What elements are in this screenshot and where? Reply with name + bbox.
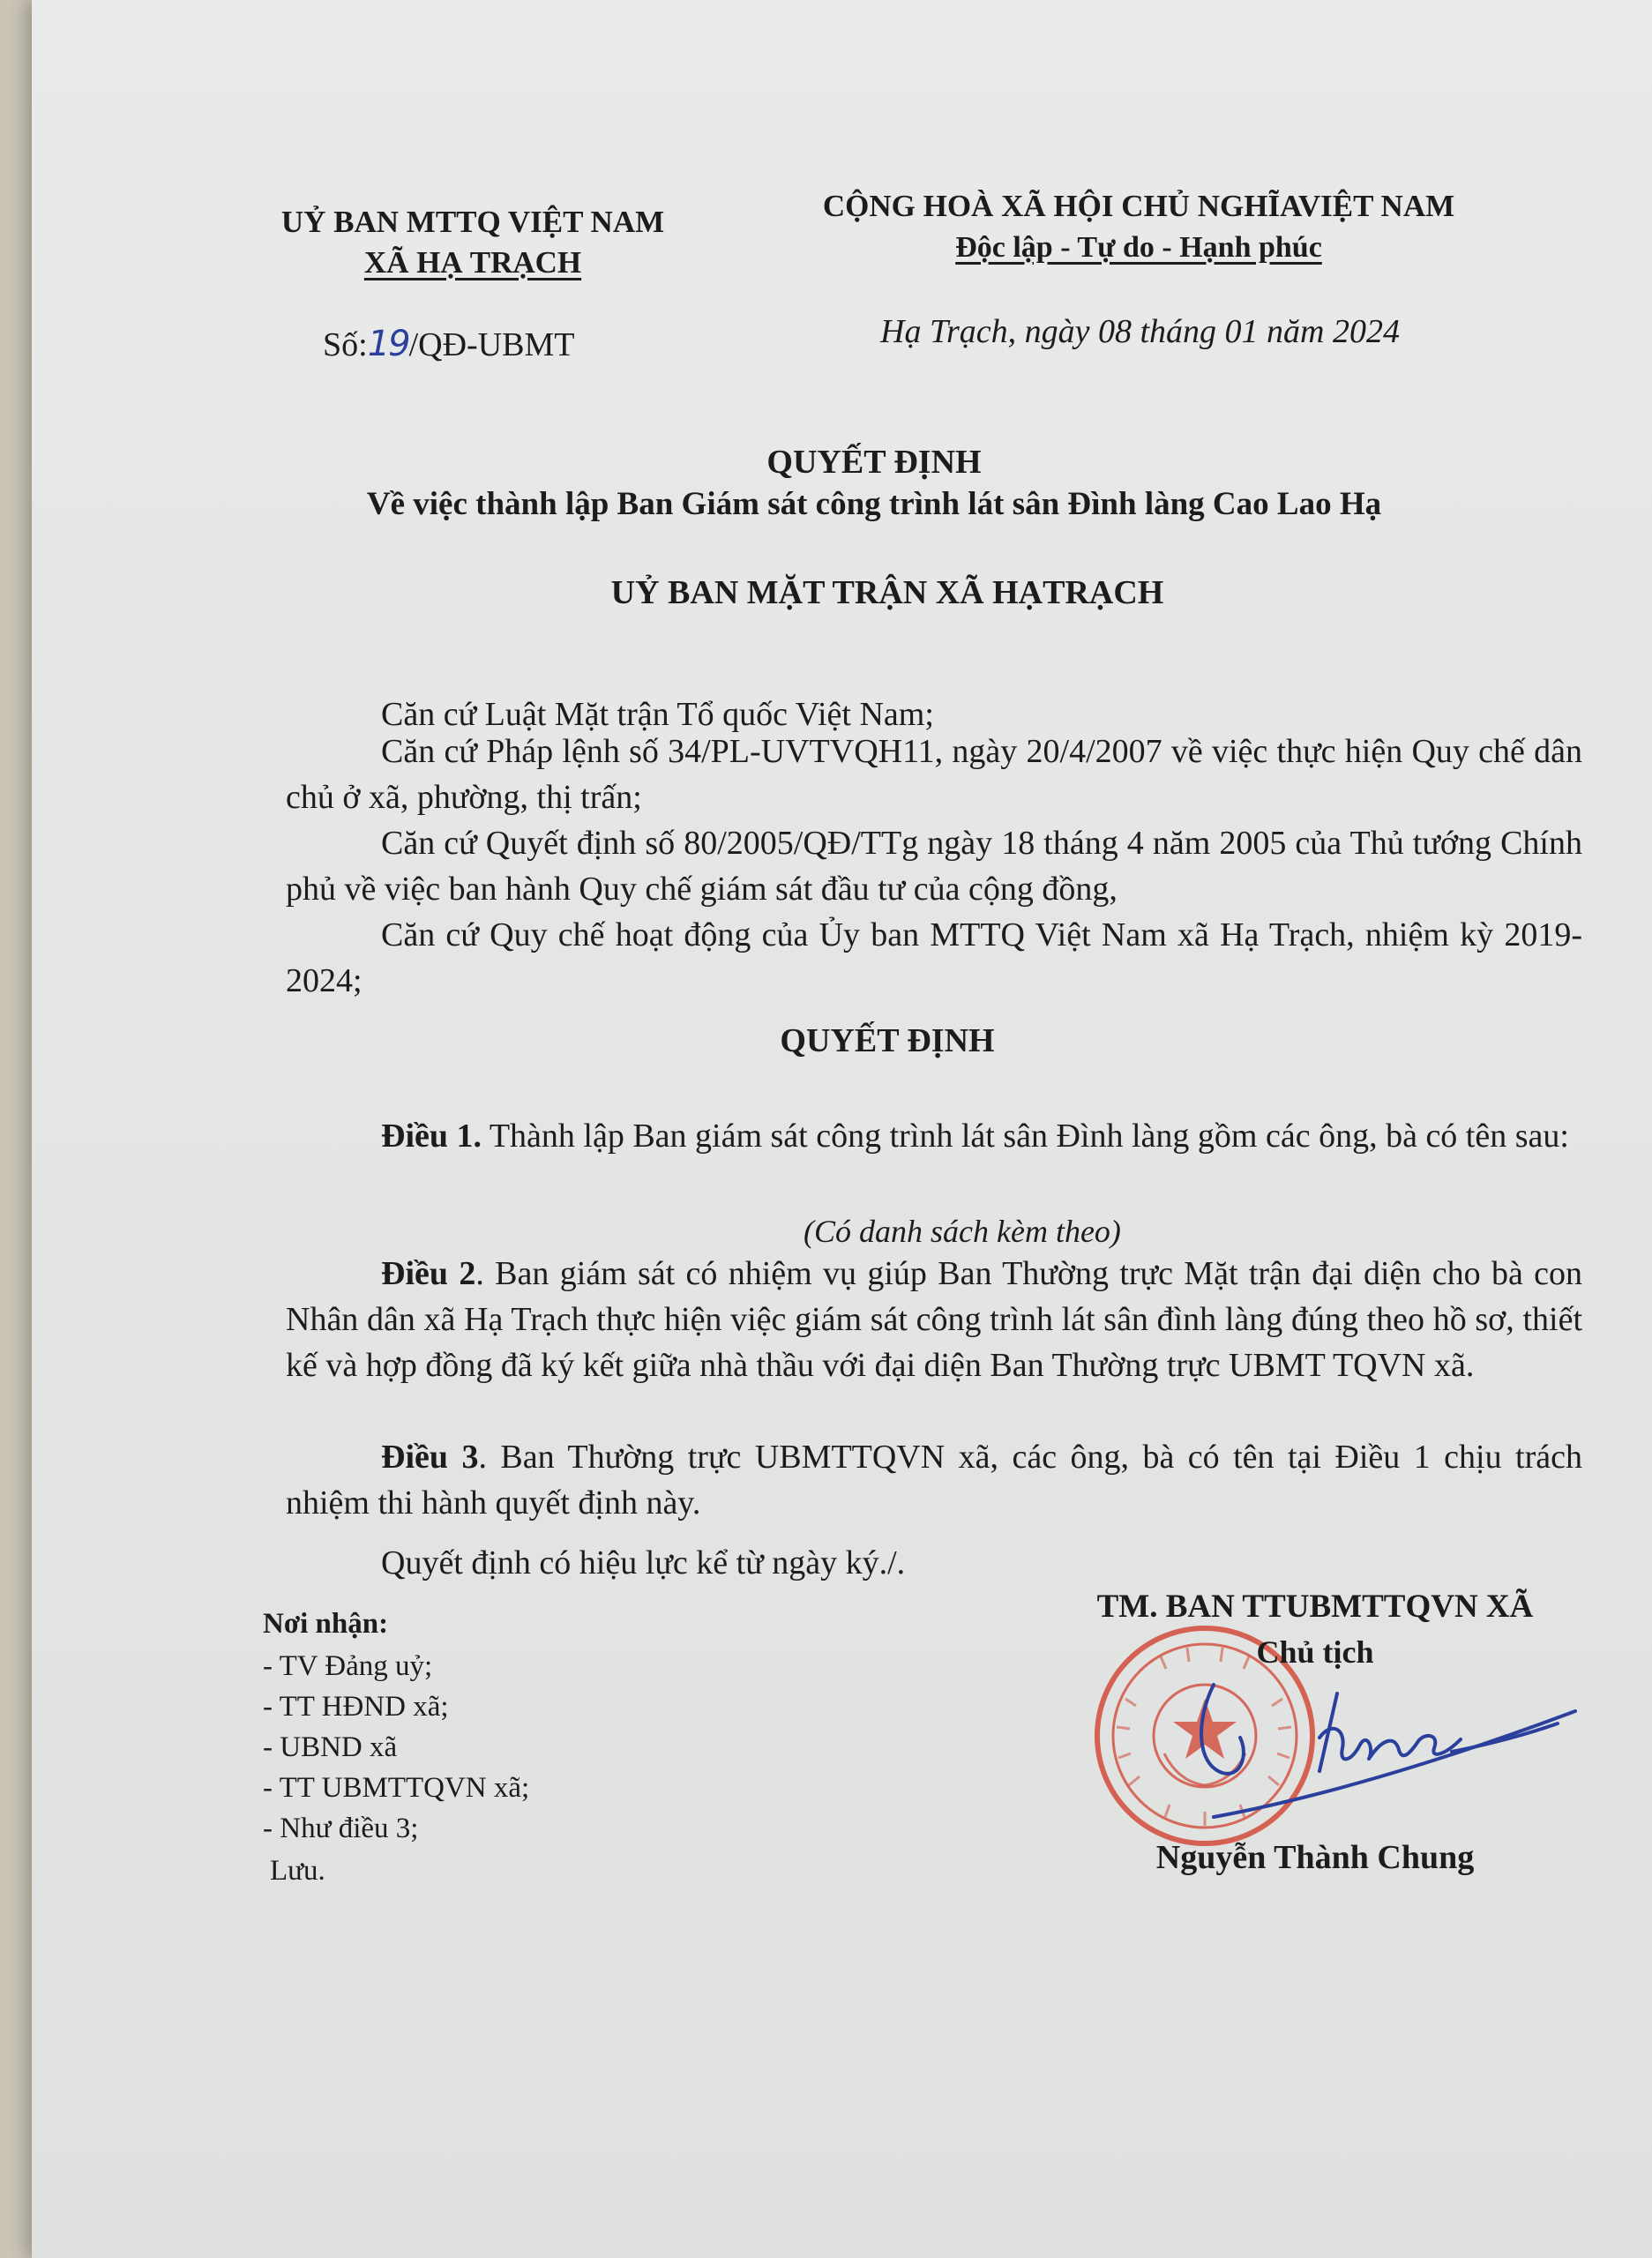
basis-3: Căn cứ Quyết định số 80/2005/QĐ/TTg ngày 18 tháng 4 năm 2005 của Thủ tướng Chính phủ về việc ban hành Quy chế giám sát đầu tư của cộng đồng, — [286, 825, 1582, 908]
number-handwritten: 19 — [367, 324, 409, 364]
issuing-authority: UỶ BAN MẶT TRẬN XÃ HẠTRẠCH — [610, 574, 1164, 611]
article-2-text: . Ban giám sát có nhiệm vụ giúp Ban Thường trực Mặt trận đại diện cho bà con Nhân dân xã Hạ Trạch thực hiện việc giám sát công trình lát sân đình làng đúng theo hồ sơ, thiết kế và hợp đồng đã ký kết giữa nhà thầu với đại diện Ban Thường trực UBMT TQVN xã. — [286, 1255, 1582, 1384]
recipient-item: - UBND xã — [263, 1731, 398, 1763]
recipient-item: Lưu. — [270, 1855, 325, 1887]
number-prefix: Số: — [323, 326, 368, 363]
basis-1: Căn cứ Luật Mặt trận Tổ quốc Việt Nam; — [381, 696, 934, 733]
handwritten-signature-icon — [1187, 1667, 1593, 1826]
article-1-text: Thành lập Ban giám sát công trình lát sân Đình làng gồm các ông, bà có tên sau: — [482, 1118, 1569, 1155]
document-page — [32, 0, 1652, 2258]
document-heading: QUYẾT ĐỊNH — [766, 444, 982, 481]
article-2 — [286, 1251, 1582, 1388]
article-1-label: Điều 1. — [381, 1118, 482, 1155]
basis-4: Căn cứ Quy chế hoạt động của Ủy ban MTTQ Việt Nam xã Hạ Trạch, nhiệm kỳ 2019-2024; — [286, 916, 1582, 999]
decision-heading: QUYẾT ĐỊNH — [780, 1022, 995, 1059]
recipient-item: - TT HĐND xã; — [263, 1691, 449, 1723]
recipient-item: - TV Đảng uỷ; — [263, 1650, 433, 1682]
place-date: Hạ Trạch, ngày 08 tháng 01 năm 2024 — [880, 313, 1400, 350]
signer-position: Chủ tịch — [1256, 1634, 1374, 1670]
document-number — [323, 321, 575, 368]
attachment-note: (Có danh sách kèm theo) — [804, 1214, 1121, 1249]
basis-2: Căn cứ Pháp lệnh số 34/PL-UVTVQH11, ngày 20/4/2007 về việc thực hiện Quy chế dân chủ ở xã, phường, thị trấn; — [286, 733, 1582, 816]
article-3-text: . Ban Thường trực UBMTTQVN xã, các ông, bà có tên tại Điều 1 chịu trách nhiệm thi hành quyết định này. — [286, 1439, 1583, 1522]
signer-name: Nguyễn Thành Chung — [1155, 1839, 1475, 1876]
recipient-item: - Như điều 3; — [263, 1813, 419, 1844]
effective-clause: Quyết định có hiệu lực kể từ ngày ký./. — [381, 1544, 906, 1581]
nation-motto: Độc lập - Tự do - Hạnh phúc — [955, 231, 1322, 264]
org-commune: XÃ HẠ TRẠCH — [363, 245, 582, 280]
article-3 — [286, 1434, 1582, 1526]
nation-name: CỘNG HOÀ XÃ HỘI CHỦ NGHĨAVIỆT NAM — [822, 189, 1455, 223]
signing-authority: TM. BAN TTUBMTTQVN XÃ — [1096, 1589, 1534, 1625]
article-3-label: Điều 3 — [381, 1439, 479, 1476]
recipients-heading: Nơi nhận: — [263, 1608, 389, 1640]
org-name: UỶ BAN MTTQ VIỆT NAM — [280, 205, 665, 239]
number-suffix: /QĐ-UBMT — [408, 326, 575, 363]
article-2-label: Điều 2 — [381, 1255, 476, 1292]
recipient-item: - TT UBMTTQVN xã; — [263, 1772, 530, 1804]
article-1 — [286, 1113, 1582, 1159]
document-subject: Về việc thành lập Ban Giám sát công trình lát sân Đình làng Cao Lao Hạ — [366, 486, 1382, 522]
